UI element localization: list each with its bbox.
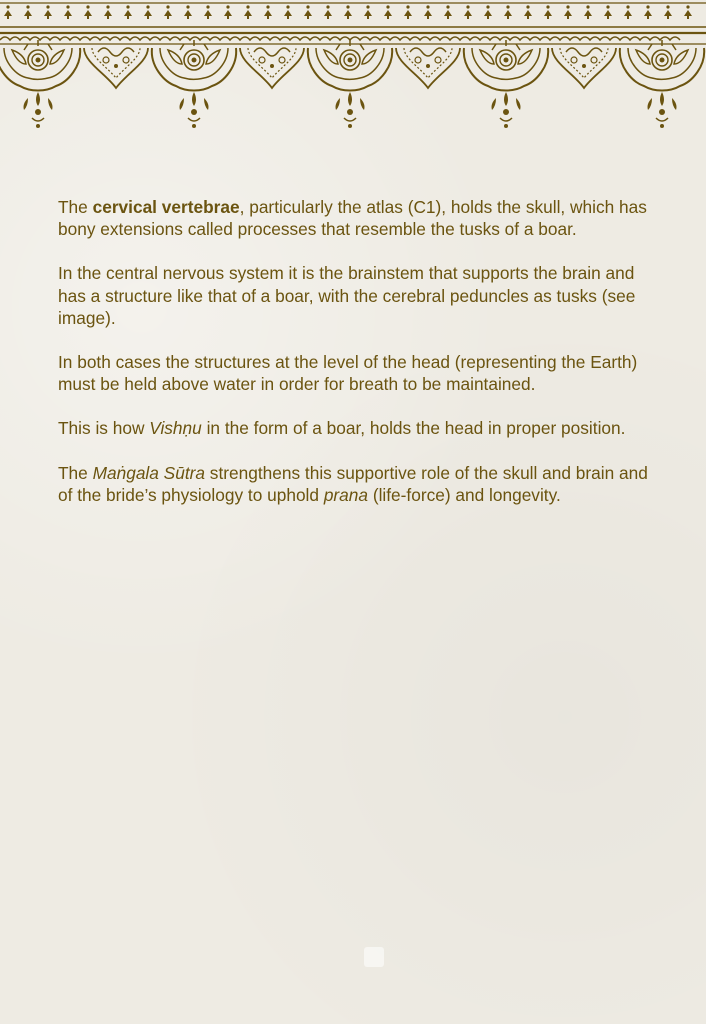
- paragraph-head-above-water: [58, 351, 648, 395]
- paragraph-cervical-vertebrae: [58, 196, 648, 240]
- paper-blemish: [364, 947, 384, 967]
- text-run: in the form of a boar, holds the head in proper position.: [201, 418, 626, 439]
- text-run: In both cases the structures at the level of the head (representing the Earth) must be held above water in order for breath to be maintained.: [58, 352, 638, 395]
- body-text: [58, 196, 648, 528]
- paragraph-brainstem: [58, 262, 648, 329]
- text-run: The: [58, 462, 93, 483]
- term-mangala-sutra: Maṅgala Sūtra: [92, 462, 205, 483]
- text-run: (life-force) and longevity.: [368, 484, 561, 505]
- text-run: , particularly the atlas (C1), holds the skull, which has bony extensions called processes that resemble the tusks of a boar.: [58, 197, 647, 240]
- paragraph-mangala-sutra: [58, 462, 648, 506]
- text-run: This is how: [58, 418, 150, 439]
- text-run: The: [58, 197, 93, 217]
- text-run: strengthens this supportive role of the skull and brain and of the bride’s physiology to uphold: [58, 462, 648, 505]
- term-prana: prana: [323, 484, 369, 505]
- term-cervical-vertebrae: cervical vertebrae: [92, 197, 240, 217]
- term-vishnu: Vishṇu: [149, 418, 202, 439]
- text-run: In the central nervous system it is the brainstem that supports the brain and has a structure like that of a boar, with the cerebral peduncles as tusks (see image).: [58, 263, 636, 328]
- henna-border-icon: [0, 0, 706, 140]
- paragraph-vishnu: [58, 417, 648, 439]
